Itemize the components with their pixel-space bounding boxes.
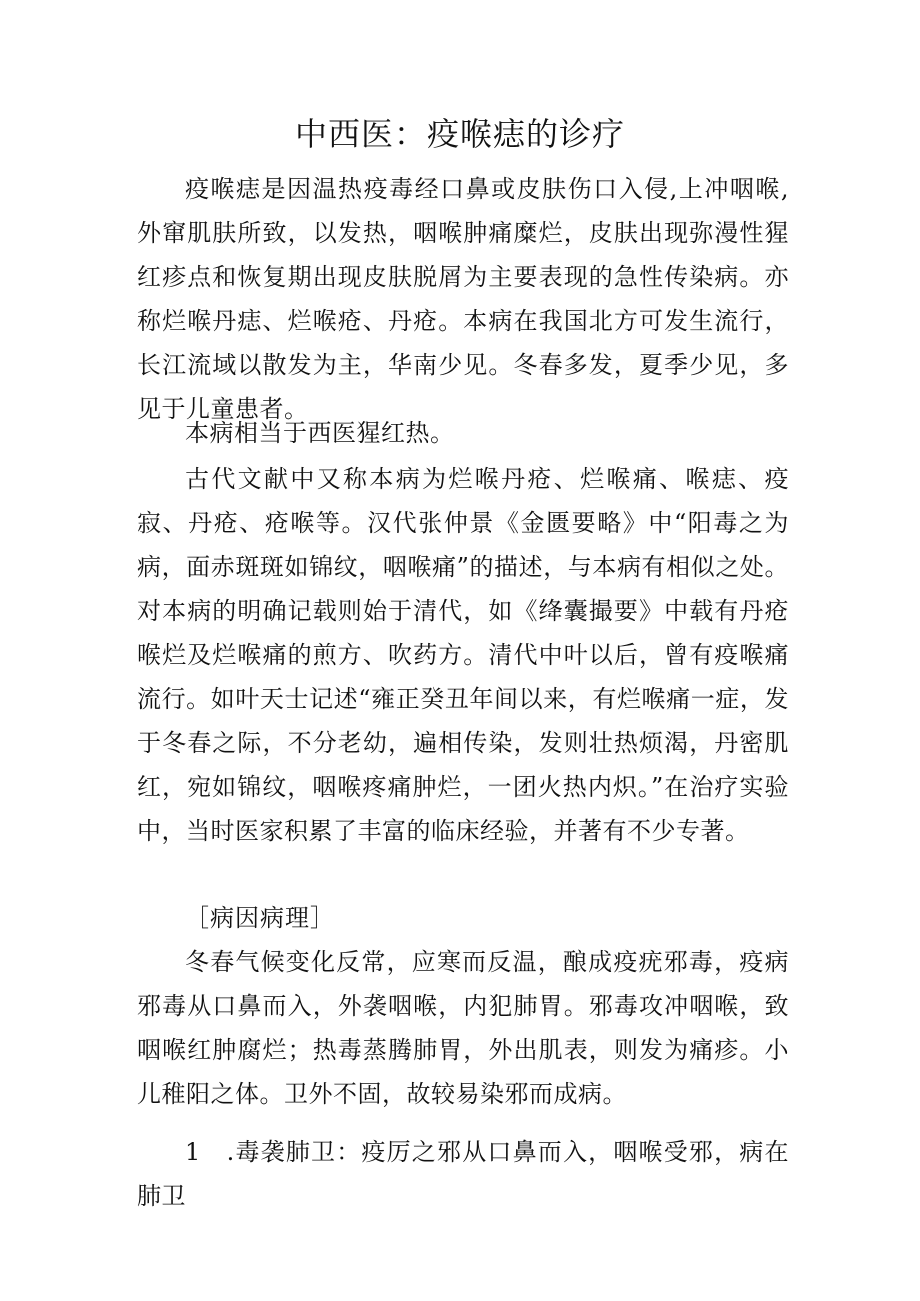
document-title: 中西医：疫喉痣的诊疗 bbox=[294, 115, 625, 153]
paragraph-historical-records: 古代文献中又称本病为烂喉丹疮、烂喉痛、喉痣、疫寂、丹疮、疮喉等。汉代张仲景《金匮要略》中“阳毒之为病，面赤斑斑如锦纹，咽喉痛”的描述，与本病有相似之处。对本病的明确记载则始于清代，如《绛囊撮要》中载有丹疮喉烂及烂喉痛的煎方、吹药方。清代中叶以后，曾有疫喉痛流行。如叶天士记述“雍正癸丑年间以来，有烂喉痛一症，发于冬春之际，不分老幼，遍相传染，发则壮热烦渴，丹密肌红，宛如锦纹，咽喉疼痛肿烂，一团火热内炽。”在治疗实验中，当时医家积累了丰富的临床经验，并著有不少专著。 bbox=[137, 465, 789, 845]
paragraph-list-item-1: 1 .毒袭肺卫：疫厉之邪从口鼻而入，咽喉受邪，病在肺卫 bbox=[137, 1138, 789, 1210]
paragraph-intro: 疫喉痣是因温热疫毒经口鼻或皮肤伤口入侵,上冲咽喉,外窜肌肤所致，以发热，咽喉肿痛糜烂，皮肤出现弥漫性猩红疹点和恢复期出现皮肤脱屑为主要表现的急性传染病。亦称烂喉丹痣、烂喉疮、丹疮。本病在我国北方可发生流行，长江流域以散发为主，华南少见。冬春多发，夏季少见，多见于儿童患者。 bbox=[137, 175, 789, 423]
section-heading-etiology: ［病因病理］ bbox=[185, 904, 335, 932]
paragraph-etiology: 冬春气候变化反常，应寒而反温，酿成疫疣邪毒，疫病邪毒从口鼻而入，外袭咽喉，内犯肺胃。邪毒攻冲咽喉，致咽喉红肿腐烂；热毒蒸腾肺胃，外出肌表，则发为痛疹。小儿稚阳之体。卫外不固，故较易染邪而成病。 bbox=[137, 948, 789, 1108]
paragraph-western-equivalent: 本病相当于西医猩红热。 bbox=[185, 419, 455, 447]
